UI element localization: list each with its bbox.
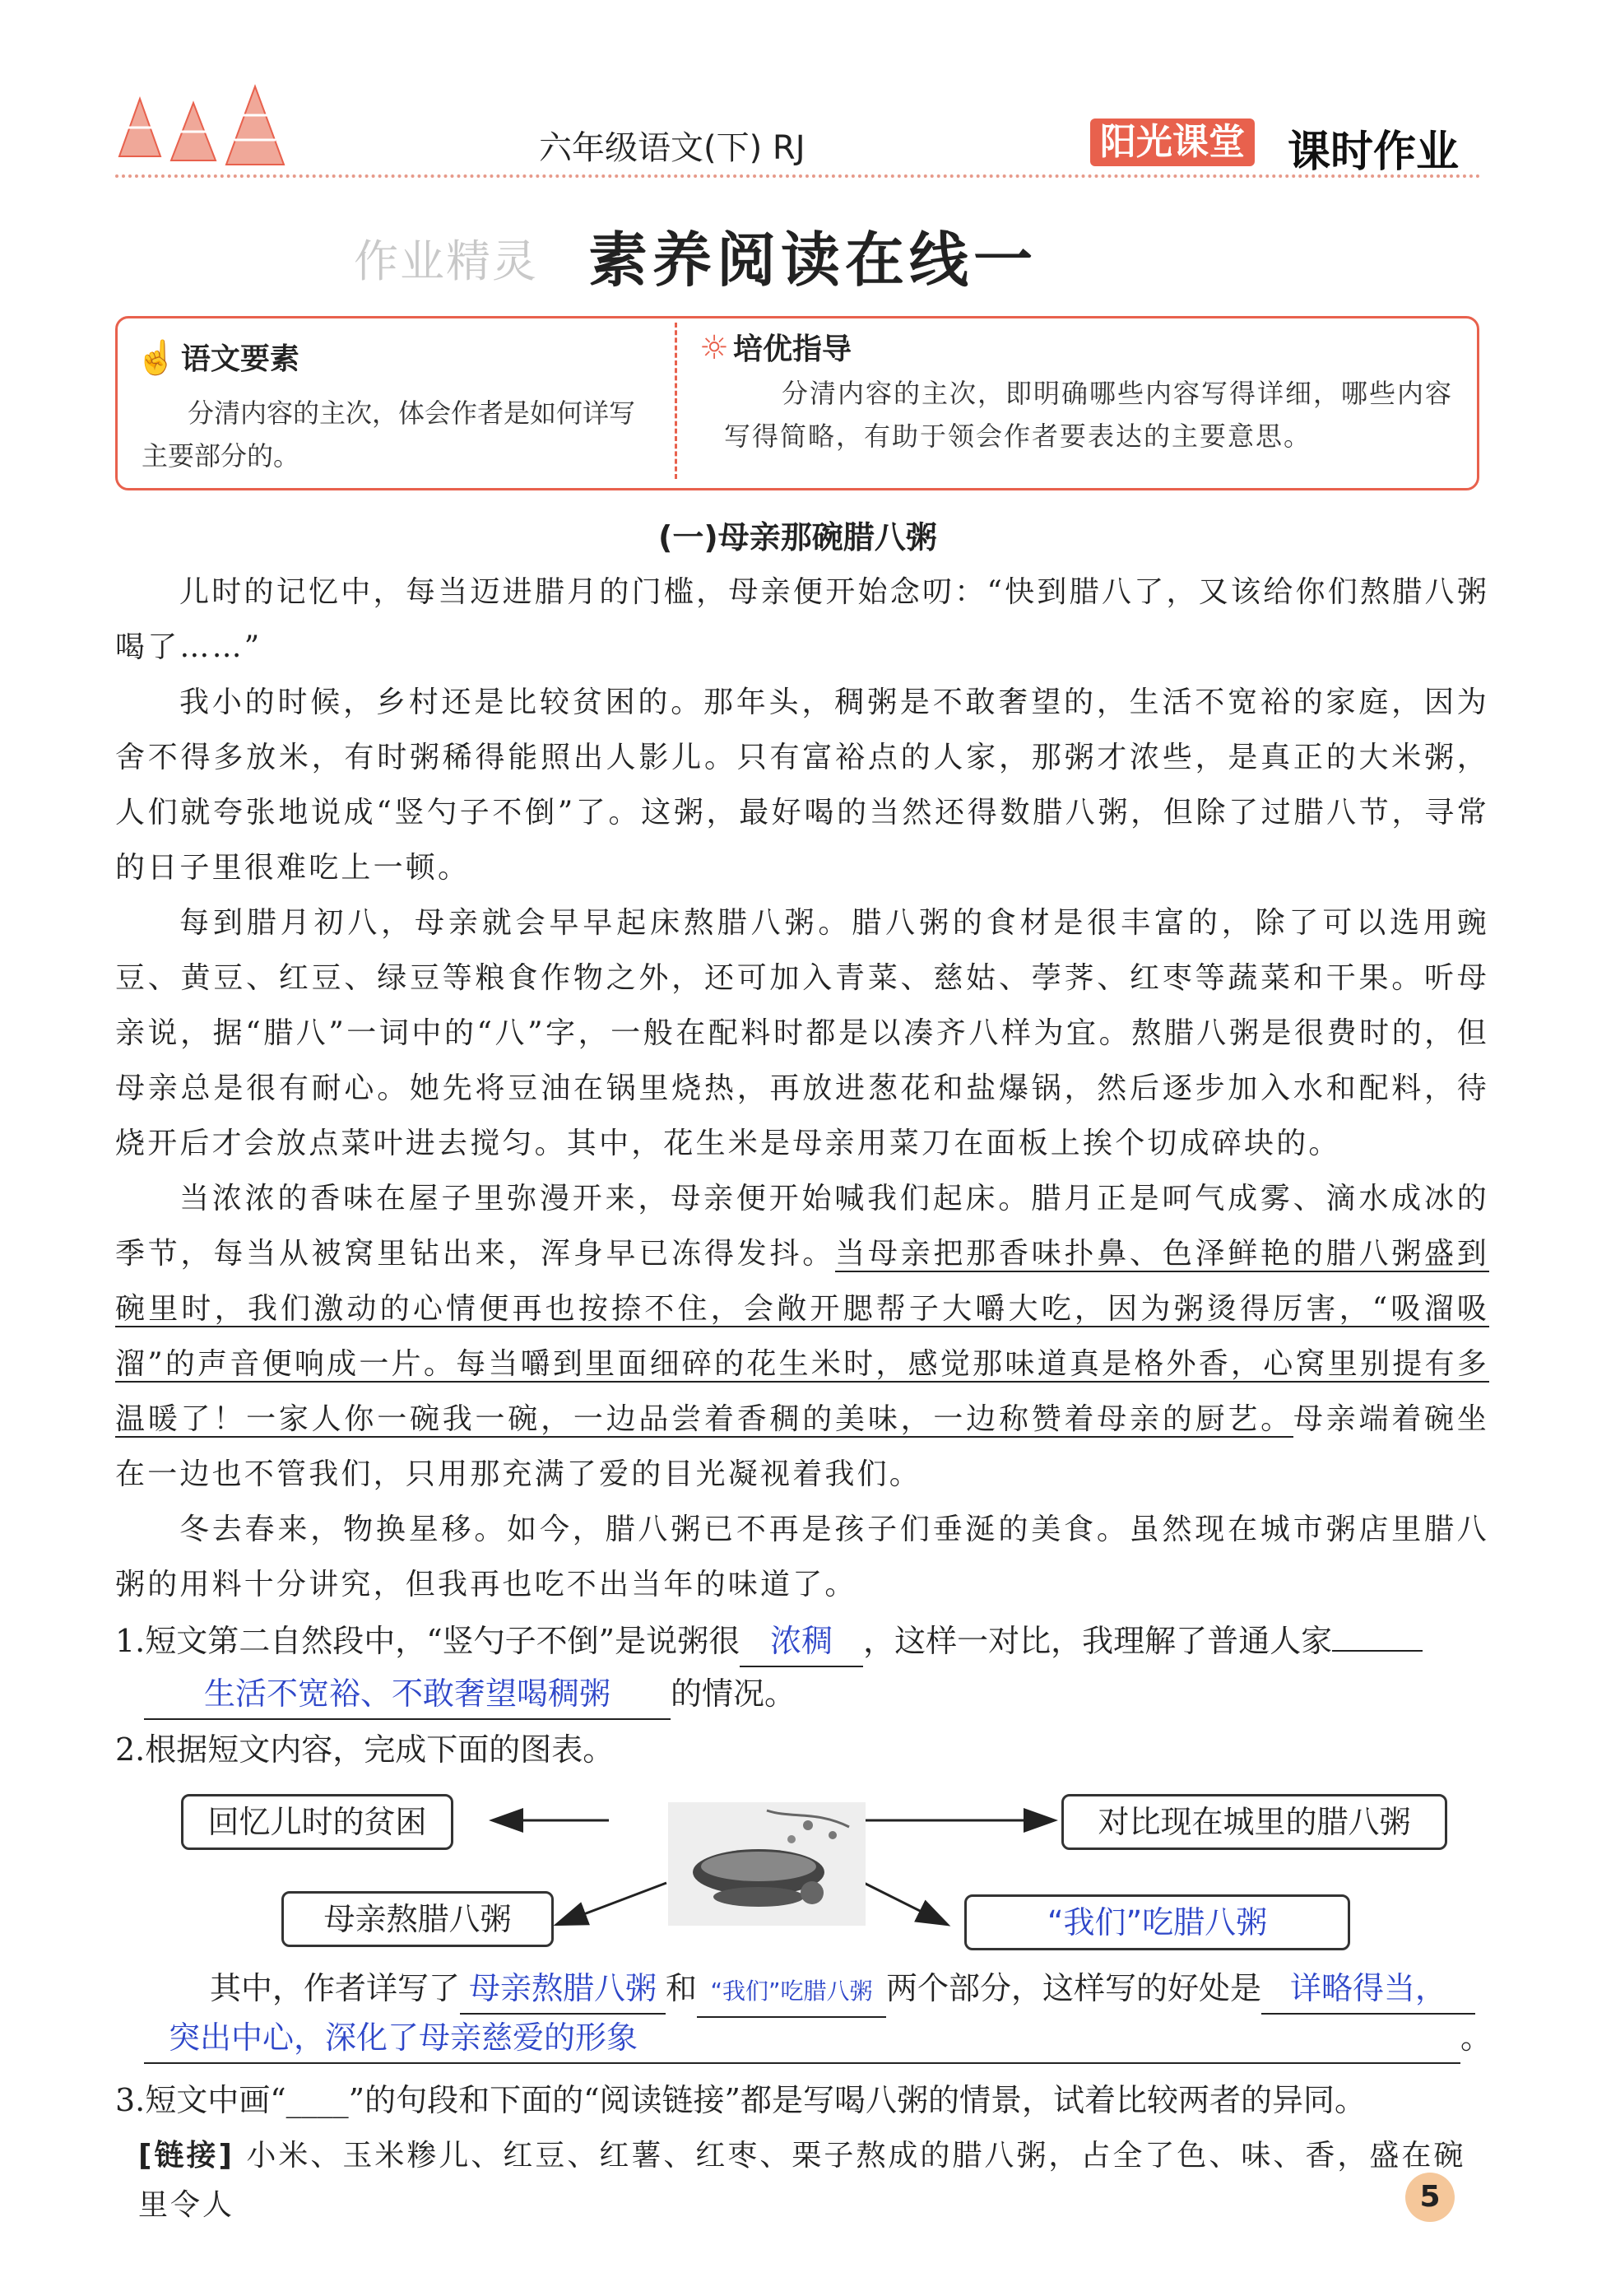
- q1-blank-trail[interactable]: [1332, 1650, 1423, 1652]
- q2-text-a: 其中，作者详写了: [210, 1970, 461, 2006]
- page-number: 5: [1405, 2173, 1455, 2222]
- arrow-to-bottom-left: [558, 1883, 666, 1924]
- q2-text-b: 和: [666, 1970, 698, 2006]
- q1-text-b: ，这样一对比，我理解了普通人家: [863, 1623, 1333, 1659]
- course-label: 六年级语文(下) RJ: [539, 129, 805, 167]
- paragraph-4: [115, 1171, 1489, 1502]
- pine-trees-icon: [115, 78, 313, 177]
- arrow-to-bottom-right: [864, 1883, 946, 1924]
- right-text: 分清内容的主次，即明确哪些内容写得详细，哪些内容写得简略，有助于领会作者要表达的主要意思。: [724, 378, 1454, 452]
- link-label: [链接]: [138, 2139, 234, 2173]
- diagram-box-top-right: 对比现在城里的腊八粥: [1061, 1794, 1447, 1850]
- sun-icon: ☼: [699, 329, 729, 367]
- header-divider: [115, 174, 1481, 178]
- left-text: 分清内容的主次，体会作者是如何详写主要部分的。: [142, 397, 636, 472]
- diagram-box-top-left: 回忆儿时的贫困: [181, 1794, 453, 1850]
- right-panel: [699, 326, 852, 368]
- passage-subtitle: (一)母亲那碗腊八粥: [658, 519, 937, 555]
- left-heading: 语文要素: [180, 342, 299, 376]
- question-2-line2: [144, 2013, 1492, 2064]
- page-title: 素养阅读在线一: [588, 225, 1038, 295]
- question-2: 2.根据短文内容，完成下面的图表。: [115, 1731, 615, 1768]
- q1-text-c: 的情况。: [671, 1676, 796, 1712]
- q1-answer-2[interactable]: 生活不宽裕、不敢奢望喝稠粥: [144, 1669, 671, 1720]
- underlined-passage: 当母亲把那香味扑鼻、色泽鲜艳的腊八粥盛到碗里时，我们激动的心情便再也按捺不住，会敞开腮帮子大嚼大吃，因为粥烫得厉害，“吸溜吸溜”的声音便响成一片。每当嚼到里面细碎的花生米时，感觉那味道真是格外香，心窝里别提有多温暖了！一家人你一碗我一碗，一边品尝着香稠的美味，一边称赞着母亲的厨艺。: [115, 1237, 1489, 1436]
- badge: 阳光课堂: [1090, 119, 1255, 166]
- hand-icon: ☝: [136, 339, 177, 377]
- question-1-line2: [144, 1669, 796, 1720]
- q2-text-c: 两个部分，这样写的好处是: [886, 1970, 1262, 2006]
- info-box-divider: [675, 323, 677, 479]
- question-2-fill: [210, 1964, 1489, 2018]
- paragraph-3: 每到腊月初八，母亲就会早早起床熬腊八粥。腊八粥的食材是很丰富的，除了可以选用豌豆、黄豆、红豆、绿豆等粮食作物之外，还可加入青菜、慈姑、荸荠、红枣等蔬菜和干果。听母亲说，据“腊八”一词中的“八”字，一般在配料时都是以凑齐八样为宜。熬腊八粥是很费时的，但母亲总是很有耐心。她先将豆油在锅里烧热，再放进葱花和盐爆锅，然后逐步加入水和配料，待烧开后才会放点菜叶进去搅匀。其中，花生米是母亲用菜刀在面板上挨个切成碎块的。: [115, 906, 1489, 1160]
- q1-text-a: 1.短文第二自然段中，“竖勺子不倒”是说粥很: [115, 1623, 740, 1659]
- right-heading: 培优指导: [732, 332, 852, 366]
- porridge-bowl-icon: [668, 1802, 866, 1926]
- reading-link: [138, 2131, 1488, 2230]
- paragraph-4-end: 母亲端着碗坐在一边也不管我们，只用那充满了爱的目光凝视着我们。: [115, 1402, 1489, 1491]
- q1-answer-1[interactable]: 浓稠: [740, 1616, 863, 1667]
- q2-answer-3[interactable]: 详略得当，: [1261, 1964, 1475, 2015]
- left-panel: [136, 336, 299, 378]
- q2-answer-1[interactable]: 母亲熬腊八粥: [460, 1964, 666, 2015]
- paragraph-4-intro: 当浓浓的香味在屋子里弥漫开来，母亲便开始喊我们起床。腊月正是呵气成雾、滴水成冰的季节，每当从被窝里钻出来，浑身早已冻得发抖。: [115, 1182, 1489, 1271]
- paragraph-2: 我小的时候，乡村还是比较贫困的。那年头，稠粥是不敢奢望的，生活不宽裕的家庭，因为舍不得多放米，有时粥稀得能照出人影儿。只有富裕点的人家，那粥才浓些，是真正的大米粥，人们就夸张地说成“竖勺子不倒”了。这粥，最好喝的当然还得数腊八粥，但除了过腊八节，寻常的日子里很难吃上一顿。: [115, 686, 1489, 885]
- q2-answer-2[interactable]: “我们”吃腊八粥: [697, 1967, 886, 2018]
- paragraph-1: 儿时的记忆中，每当迈进腊月的门槛，母亲便开始念叨：“快到腊八了，又该给你们熬腊八粥喝了……”: [115, 575, 1489, 664]
- diagram-box-bottom-left: 母亲熬腊八粥: [281, 1891, 554, 1947]
- link-text: 小米、玉米糁儿、红豆、红薯、红枣、栗子熬成的腊八粥，占全了色、味、香，盛在碗里令人: [138, 2139, 1466, 2222]
- watermark: 作业精灵: [354, 235, 538, 287]
- question-1: [115, 1616, 1489, 1667]
- paragraph-5: 冬去春来，物换星移。如今，腊八粥已不再是孩子们垂涎的美食。虽然现在城市粥店里腊八粥的用料十分讲究，但我再也吃不出当年的味道了。: [115, 1513, 1489, 1601]
- question-3: 3.短文中画“____”的句段和下面的“阅读链接”都是写喝八粥的情景，试着比较两者的异同。: [115, 2082, 1366, 2118]
- q2-text-end: 。: [1460, 2019, 1493, 2056]
- q2-answer-4[interactable]: 突出中心，深化了母亲慈爱的形象: [144, 2013, 1460, 2064]
- brand: 课时作业: [1288, 128, 1460, 177]
- diagram-box-bottom-right[interactable]: “我们”吃腊八粥: [964, 1894, 1350, 1950]
